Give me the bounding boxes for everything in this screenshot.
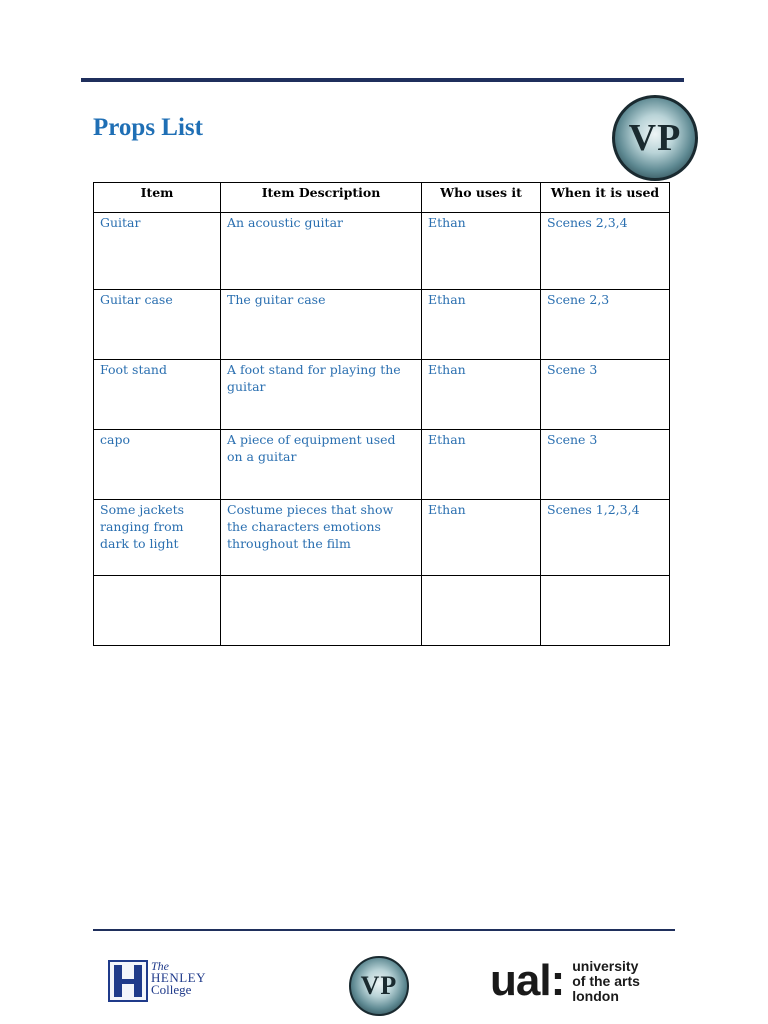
cell-who: Ethan [422,360,541,430]
table-row [94,430,670,500]
ual-line-university: university [572,957,639,974]
ual-line-london: london [572,987,619,1004]
ual-line-of-the-arts: of the arts [572,972,640,989]
cell-description: A piece of equipment used on a guitar [221,430,422,500]
cell-item: Guitar case [94,290,221,360]
cell-when: Scene 3 [541,360,670,430]
cell-item: Guitar [94,213,221,290]
cell-who: Ethan [422,213,541,290]
cell-description: The guitar case [221,290,422,360]
table-row [94,360,670,430]
vp-logo-text: VP [628,117,682,159]
henley-name: HENLEY [151,970,206,985]
cell-description: Costume pieces that show the characters emotions throughout the film [221,500,422,576]
henley-college-logo [108,960,208,1002]
header-rule [81,78,684,82]
cell-who: Ethan [422,290,541,360]
table-row [94,213,670,290]
column-header-when: When it is used [541,183,670,213]
cell-item: capo [94,430,221,500]
ual-mark: ual: [490,956,565,1005]
cell-who: Ethan [422,430,541,500]
cell-when: Scenes 2,3,4 [541,213,670,290]
henley-college-wordmark [151,960,206,996]
cell-description: A foot stand for playing the guitar [221,360,422,430]
column-header-who: Who uses it [422,183,541,213]
ual-wordmark [572,959,640,1004]
vp-footer-logo [349,956,409,1016]
vp-footer-logo-text: VP [360,971,398,1000]
cell-item: Some jackets ranging from dark to light [94,500,221,576]
cell-description [221,576,422,646]
footer-rule [93,929,675,931]
vp-logo [612,95,698,181]
ual-logo [490,958,640,1004]
cell-when [541,576,670,646]
cell-item: Foot stand [94,360,221,430]
cell-when: Scene 2,3 [541,290,670,360]
props-table [93,182,670,646]
cell-when: Scenes 1,2,3,4 [541,500,670,576]
cell-who [422,576,541,646]
column-header-item: Item [94,183,221,213]
table-row [94,290,670,360]
cell-description: An acoustic guitar [221,213,422,290]
page-title: Props List [93,114,203,141]
henley-the: The [151,959,169,973]
cell-item [94,576,221,646]
table-row [94,500,670,576]
henley-h-icon [108,960,148,1002]
cell-when: Scene 3 [541,430,670,500]
cell-who: Ethan [422,500,541,576]
table-header-row [94,183,670,213]
column-header-description: Item Description [221,183,422,213]
table-row-empty [94,576,670,646]
henley-college: College [151,982,192,997]
